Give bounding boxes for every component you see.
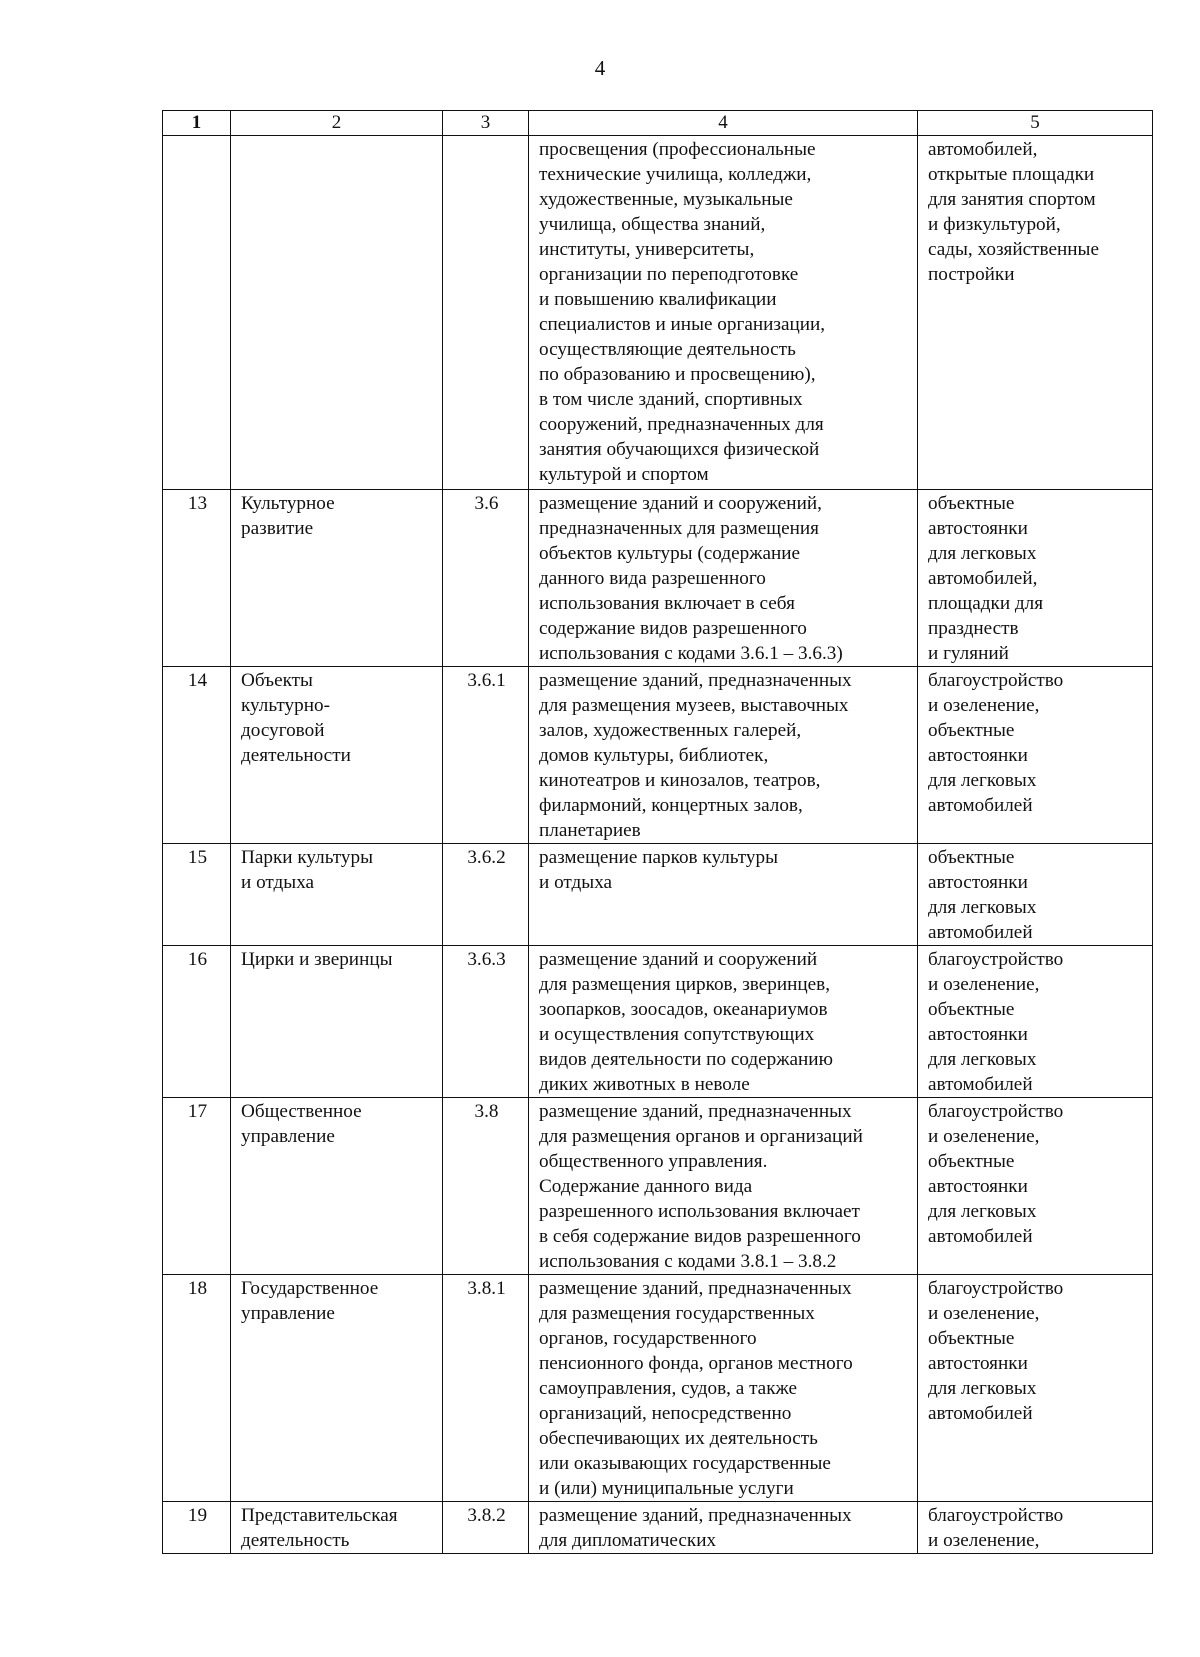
row-number (163, 136, 231, 490)
use-type-code: 3.6 (443, 490, 529, 667)
column-header-code: 3 (443, 111, 529, 136)
row-number: 18 (163, 1275, 231, 1502)
column-header-facilities: 5 (918, 111, 1153, 136)
use-type-code: 3.6.1 (443, 667, 529, 844)
table-row (163, 1502, 1153, 1554)
row-number: 19 (163, 1502, 231, 1554)
row-number: 14 (163, 667, 231, 844)
auxiliary-facilities: благоустройство и озеленение, (918, 1502, 1153, 1554)
auxiliary-facilities: автомобилей, открытые площадки для занятия спортом и физкультурой, сады, хозяйственные постройки (918, 136, 1153, 490)
use-type-name: Представительская деятельность (231, 1502, 443, 1554)
use-type-name: Культурное развитие (231, 490, 443, 667)
auxiliary-facilities: объектные автостоянки для легковых автомобилей (918, 844, 1153, 946)
use-type-description: размещение зданий, предназначенных для размещения государственных органов, государственного пенсионного фонда, органов местного самоуправления, судов, а также организаций, непосредственно обеспечивающих их деятельность или оказывающих государственные и (или) муниципальные услуги (529, 1275, 918, 1502)
use-type-description: размещение зданий и сооружений, предназначенных для размещения объектов культуры (содержание данного вида разрешенного использования включает в себя содержание видов разрешенного использования с кодами 3.6.1 – 3.6.3) (529, 490, 918, 667)
use-type-code: 3.6.2 (443, 844, 529, 946)
auxiliary-facilities: благоустройство и озеленение, объектные автостоянки для легковых автомобилей (918, 667, 1153, 844)
table-header-row (163, 111, 1153, 136)
table-row (163, 667, 1153, 844)
auxiliary-facilities: благоустройство и озеленение, объектные автостоянки для легковых автомобилей (918, 946, 1153, 1098)
use-type-description: размещение зданий, предназначенных для дипломатических (529, 1502, 918, 1554)
auxiliary-facilities: благоустройство и озеленение, объектные автостоянки для легковых автомобилей (918, 1098, 1153, 1275)
use-type-code: 3.8.2 (443, 1502, 529, 1554)
use-type-code (443, 136, 529, 490)
use-type-name: Объекты культурно- досуговой деятельности (231, 667, 443, 844)
use-type-description: размещение парков культуры и отдыха (529, 844, 918, 946)
table-row (163, 136, 1153, 490)
use-type-code: 3.6.3 (443, 946, 529, 1098)
auxiliary-facilities: объектные автостоянки для легковых автомобилей, площадки для празднеств и гуляний (918, 490, 1153, 667)
land-use-table (162, 110, 1153, 1554)
table-row (163, 1275, 1153, 1502)
column-header-number: 1 (163, 111, 231, 136)
use-type-name: Парки культуры и отдыха (231, 844, 443, 946)
use-type-name (231, 136, 443, 490)
row-number: 13 (163, 490, 231, 667)
use-type-description: размещение зданий, предназначенных для размещения органов и организаций общественного управления. Содержание данного вида разрешенного использования включает в себя содержание видов разрешенного использования с кодами 3.8.1 – 3.8.2 (529, 1098, 918, 1275)
use-type-description: просвещения (профессиональные технические училища, колледжи, художественные, музыкальные училища, общества знаний, институты, университеты, организации по переподготовке и повышению квалификации специалистов и иные организации, осуществляющие деятельность по образованию и просвещению), в том числе зданий, спортивных сооружений, предназначенных для занятия обучающихся физической культурой и спортом (529, 136, 918, 490)
row-number: 16 (163, 946, 231, 1098)
column-header-name: 2 (231, 111, 443, 136)
table-row (163, 490, 1153, 667)
use-type-description: размещение зданий и сооружений для размещения цирков, зверинцев, зоопарков, зоосадов, океанариумов и осуществления сопутствующих видов деятельности по содержанию диких животных в неволе (529, 946, 918, 1098)
use-type-name: Государственное управление (231, 1275, 443, 1502)
page-number: 4 (594, 56, 606, 80)
row-number: 15 (163, 844, 231, 946)
use-type-description: размещение зданий, предназначенных для размещения музеев, выставочных залов, художественных галерей, домов культуры, библиотек, кинотеатров и кинозалов, театров, филармоний, концертных залов, планетариев (529, 667, 918, 844)
use-type-code: 3.8 (443, 1098, 529, 1275)
use-type-code: 3.8.1 (443, 1275, 529, 1502)
row-number: 17 (163, 1098, 231, 1275)
table-row (163, 1098, 1153, 1275)
table-row (163, 946, 1153, 1098)
use-type-name: Общественное управление (231, 1098, 443, 1275)
table-row (163, 844, 1153, 946)
auxiliary-facilities: благоустройство и озеленение, объектные автостоянки для легковых автомобилей (918, 1275, 1153, 1502)
column-header-description: 4 (529, 111, 918, 136)
use-type-name: Цирки и зверинцы (231, 946, 443, 1098)
